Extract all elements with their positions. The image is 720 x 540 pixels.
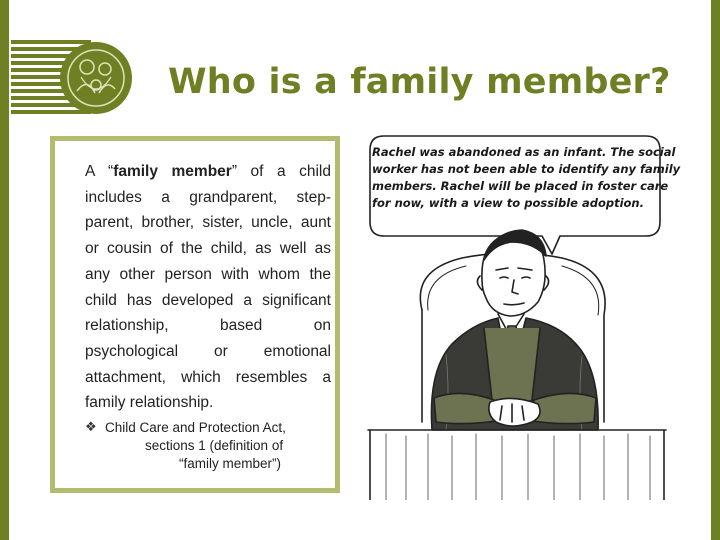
right-accent-bar [711,0,720,540]
definition-box [50,136,340,493]
speech-line: worker has not been able to identify any family [372,162,681,176]
page-title: Who is a family member? [168,62,671,102]
speech-line: for now, with a view to possible adoption. [372,196,644,210]
definition-intro: A “ [85,163,114,180]
diamond-bullet-icon: ❖ [85,419,97,434]
speech-line: Rachel was abandoned as an infant. The social [372,145,676,159]
citation [85,419,335,479]
citation-line: Child Care and Protection Act, [105,420,286,435]
citation-line: sections 1 (definition of [145,438,284,453]
definition-body: ” of a child includes a grandparent, step-parent, brother, sister, uncle, aunt or cousin of the child, as well as any other person with whom the child has developed a significant relationship, based on psychological or emotional attachment, which resembles a family relationship. [85,163,331,412]
speech-bubble-text [372,144,681,212]
speech-line: members. Rachel will be placed in foster care [372,179,669,193]
citation-line: “family member”) [179,456,282,471]
left-accent-bar [0,0,9,540]
definition-term: family member [113,163,232,180]
judge-cartoon [362,130,681,500]
definition-text [85,159,331,416]
family-logo-icon [60,42,132,114]
